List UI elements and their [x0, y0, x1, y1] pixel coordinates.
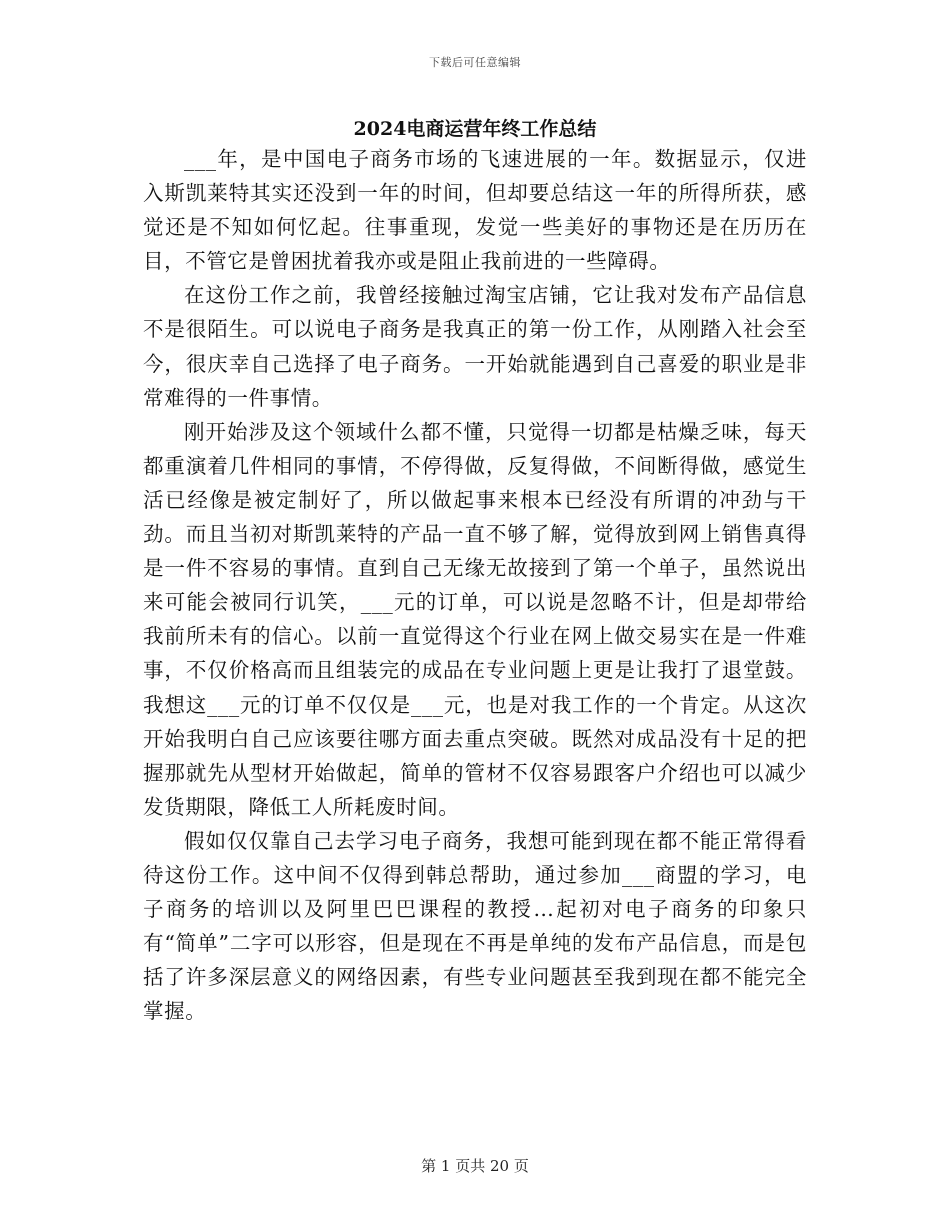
page-number: 第 1 页共 20 页 — [421, 1157, 529, 1175]
document-title: 2024电商运营年终工作总结 — [353, 118, 597, 140]
header-note: 下载后可任意编辑 — [429, 56, 521, 69]
paragraph-4: 假如仅仅靠自己去学习电子商务，我想可能到现在都不能正常得看待这份工作。这中间不仅得到韩总帮助，通过参加___商盟的学习，电子商务的培训以及阿里巴巴课程的教授…起初对电子商务的印象只有“简单”二字可以形容，但是现在不再是单纯的发布产品信息，而是包括了许多深层意义的网络因素，有些专业问题甚至我到现在都不能完全掌握。 — [143, 828, 807, 1024]
document-body — [143, 142, 807, 1028]
paragraph-3: 刚开始涉及这个领域什么都不懂，只觉得一切都是枯燥乏味，每天都重演着几件相同的事情，不停得做，反复得做，不间断得做，感觉生活已经像是被定制好了，所以做起事来根本已经没有所谓的冲劲与干劲。而且当初对斯凯莱特的产品一直不够了解，觉得放到网上销售真得是一件不容易的事情。直到自己无缘无故接到了第一个单子，虽然说出来可能会被同行讥笑，___元的订单，可以说是忽略不计，但是却带给我前所未有的信心。以前一直觉得这个行业在网上做交易实在是一件难事，不仅价格高而且组装完的成品在专业问题上更是让我打了退堂鼓。我想这___元的订单不仅仅是___元，也是对我工作的一个肯定。从这次开始我明白自己应该要往哪方面去重点突破。既然对成品没有十足的把握那就先从型材开始做起，简单的管材不仅容易跟客户介绍也可以减少发货期限，降低工人所耗废时间。 — [143, 419, 807, 819]
paragraph-2: 在这份工作之前，我曾经接触过淘宝店铺，它让我对发布产品信息不是很陌生。可以说电子商务是我真正的第一份工作，从刚踏入社会至今，很庆幸自己选择了电子商务。一开始就能遇到自己喜爱的职业是非常难得的一件事情。 — [143, 283, 807, 410]
paragraph-1: ___年，是中国电子商务市场的飞速进展的一年。数据显示，仅进入斯凯莱特其实还没到一年的时间，但却要总结这一年的所得所获，感觉还是不知如何忆起。往事重现，发觉一些美好的事物还是在历历在目，不管它是曾困扰着我亦或是阻止我前进的一些障碍。 — [143, 147, 807, 274]
